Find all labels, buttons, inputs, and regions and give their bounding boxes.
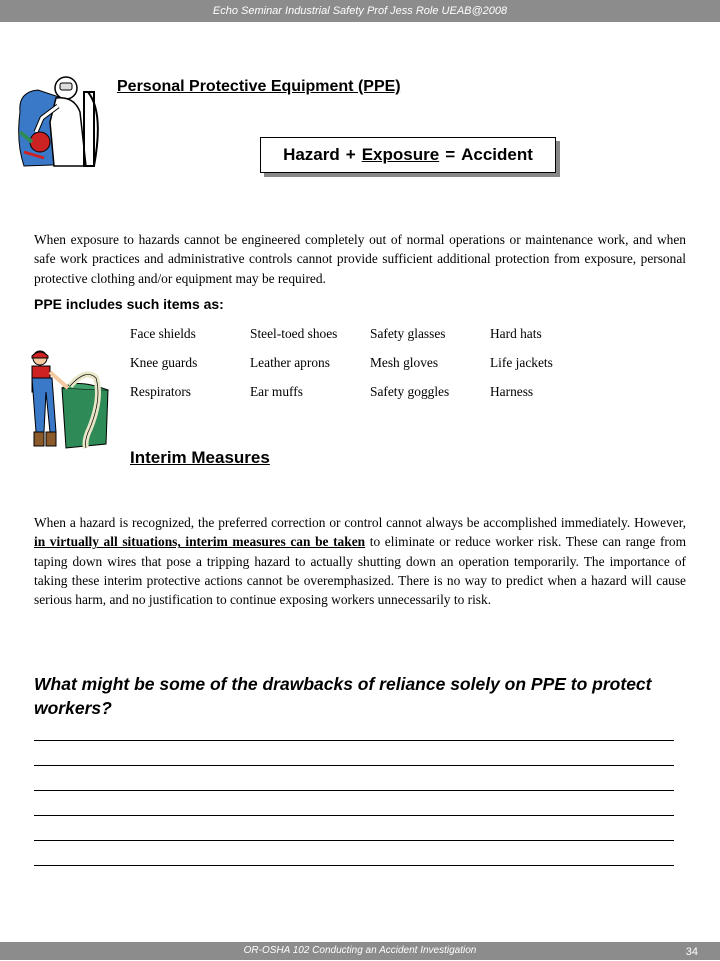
formula-box (260, 137, 556, 173)
ppe-item: Ear muffs (250, 384, 303, 399)
ppe-item: Safety glasses (370, 326, 446, 341)
ppe-items-list (130, 324, 610, 401)
protective-suit-worker-icon (14, 72, 106, 168)
ppe-item: Steel-toed shoes (250, 326, 338, 341)
answer-line (34, 791, 674, 816)
ppe-item: Knee guards (130, 355, 198, 370)
ppe-item: Harness (490, 384, 534, 399)
ppe-item: Safety goggles (370, 384, 450, 399)
header-bar (0, 0, 720, 22)
answer-line (34, 816, 674, 841)
interim-paragraph (34, 513, 686, 609)
page-number: 34 (685, 946, 698, 958)
interim-measures-heading: Interim Measures (130, 448, 270, 467)
ppe-item: Face shields (130, 326, 196, 341)
ppe-title: Personal Protective Equipment (PPE) (117, 78, 401, 95)
answer-line (34, 716, 674, 741)
ppe-item: Hard hats (490, 326, 542, 341)
formula-equals: = (445, 145, 456, 164)
ppe-item: Life jackets (490, 355, 553, 370)
formula-plus: + (345, 145, 356, 164)
ppe-item: Respirators (130, 384, 191, 399)
footer-bar (0, 942, 720, 960)
ppe-item: Leather aprons (250, 355, 330, 370)
worker-taping-box-icon (26, 348, 112, 456)
footer-text: OR-OSHA 102 Conducting an Accident Investigation (243, 945, 477, 956)
discussion-question: What might be some of the drawbacks of reliance solely on PPE to protect workers? (34, 674, 652, 718)
formula-hazard: Hazard (283, 145, 340, 164)
ppe-item: Mesh gloves (370, 355, 439, 370)
answer-line (34, 741, 674, 766)
interim-paragraph-after: to eliminate or reduce worker risk. These can range from taping down wires that pose a tripping hazard to actually shutting down an operation temporarily. The importance of taking these interim protective actions cannot be overemphasized. There is no way to predict when a hazard will cause serious harm, and no justification to continue exposing workers unnecessarily to risk. (34, 534, 686, 608)
interim-paragraph-before: When a hazard is recognized, the preferred correction or control cannot always be accomplished immediately. However, (34, 515, 686, 530)
answer-lines (34, 716, 674, 866)
answer-line (34, 766, 674, 791)
formula-accident: Accident (461, 145, 533, 164)
ppe-includes-heading: PPE includes such items as: (34, 296, 224, 312)
answer-line (34, 841, 674, 866)
intro-paragraph: When exposure to hazards cannot be engineered completely out of normal operations or maintenance work, and when safe work practices and administrative controls cannot provide sufficient additional protection from exposure, personal protective clothing and/or equipment may be required. (34, 232, 686, 286)
interim-paragraph-underlined: in virtually all situations, interim measures can be taken (34, 534, 366, 550)
header-text: Echo Seminar Industrial Safety Prof Jess Role UEAB@2008 (212, 5, 508, 17)
formula-exposure: Exposure (361, 145, 440, 164)
